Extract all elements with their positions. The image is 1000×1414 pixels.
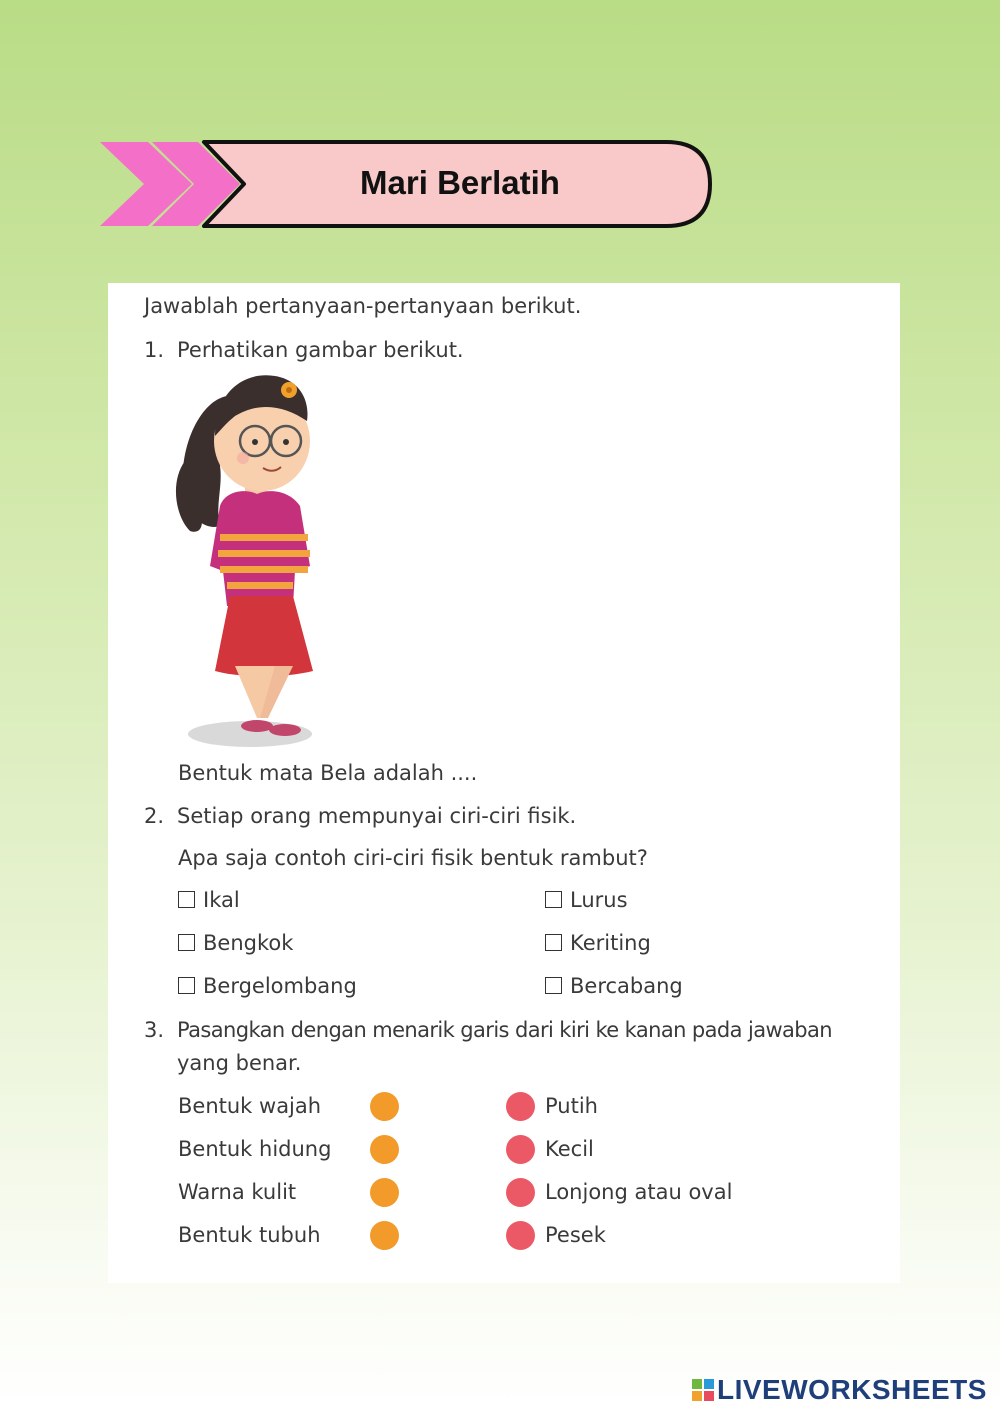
match-right-item: Kecil xyxy=(545,1137,594,1161)
checkbox-keriting[interactable] xyxy=(545,934,562,951)
brand-name: LIVEWORKSHEETS xyxy=(717,1374,987,1405)
checkbox-ikal[interactable] xyxy=(178,891,195,908)
match-right-dot[interactable] xyxy=(506,1135,535,1164)
match-right-dot[interactable] xyxy=(506,1178,535,1207)
match-left-dot[interactable] xyxy=(370,1135,399,1164)
match-right-item: Lonjong atau oval xyxy=(545,1180,733,1204)
match-left-item: Bentuk tubuh xyxy=(178,1223,321,1247)
match-left-dot[interactable] xyxy=(370,1092,399,1121)
option-label: Bercabang xyxy=(570,974,683,998)
match-right-dot[interactable] xyxy=(506,1221,535,1250)
q1-number: 1. xyxy=(144,338,165,362)
liveworksheets-logo xyxy=(692,1374,992,1406)
q2-prompt: Setiap orang mempunyai ciri-ciri fisik. xyxy=(177,804,577,828)
option-label: Keriting xyxy=(570,931,651,955)
match-right-dot[interactable] xyxy=(506,1092,535,1121)
girl-illustration xyxy=(165,366,335,752)
checkbox-bergelombang[interactable] xyxy=(178,977,195,994)
match-left-dot[interactable] xyxy=(370,1178,399,1207)
q1-prompt: Perhatikan gambar berikut. xyxy=(177,338,464,362)
checkbox-bengkok[interactable] xyxy=(178,934,195,951)
option-label: Ikal xyxy=(203,888,240,912)
match-left-item: Bentuk wajah xyxy=(178,1094,322,1118)
option-label: Bengkok xyxy=(203,931,294,955)
checkbox-lurus[interactable] xyxy=(545,891,562,908)
liveworksheets-logo-icon xyxy=(692,1379,714,1401)
match-right-item: Pesek xyxy=(545,1223,606,1247)
instruction-text: Jawablah pertanyaan-pertanyaan berikut. xyxy=(144,294,582,318)
q1-question: Bentuk mata Bela adalah .... xyxy=(178,761,478,785)
match-left-item: Bentuk hidung xyxy=(178,1137,332,1161)
checkbox-bercabang[interactable] xyxy=(545,977,562,994)
option-label: Bergelombang xyxy=(203,974,357,998)
match-left-dot[interactable] xyxy=(370,1221,399,1250)
match-left-item: Warna kulit xyxy=(178,1180,297,1204)
q2-number: 2. xyxy=(144,804,165,828)
q3-prompt-cont: yang benar. xyxy=(177,1051,302,1075)
banner-title: Mari Berlatih xyxy=(360,164,560,201)
option-label: Lurus xyxy=(570,888,628,912)
match-right-item: Putih xyxy=(545,1094,598,1118)
q2-question: Apa saja contoh ciri-ciri fisik bentuk rambut? xyxy=(178,846,648,870)
q3-number: 3. xyxy=(144,1018,165,1042)
q3-prompt: Pasangkan dengan menarik garis dari kiri ke kanan pada jawaban xyxy=(177,1018,833,1042)
